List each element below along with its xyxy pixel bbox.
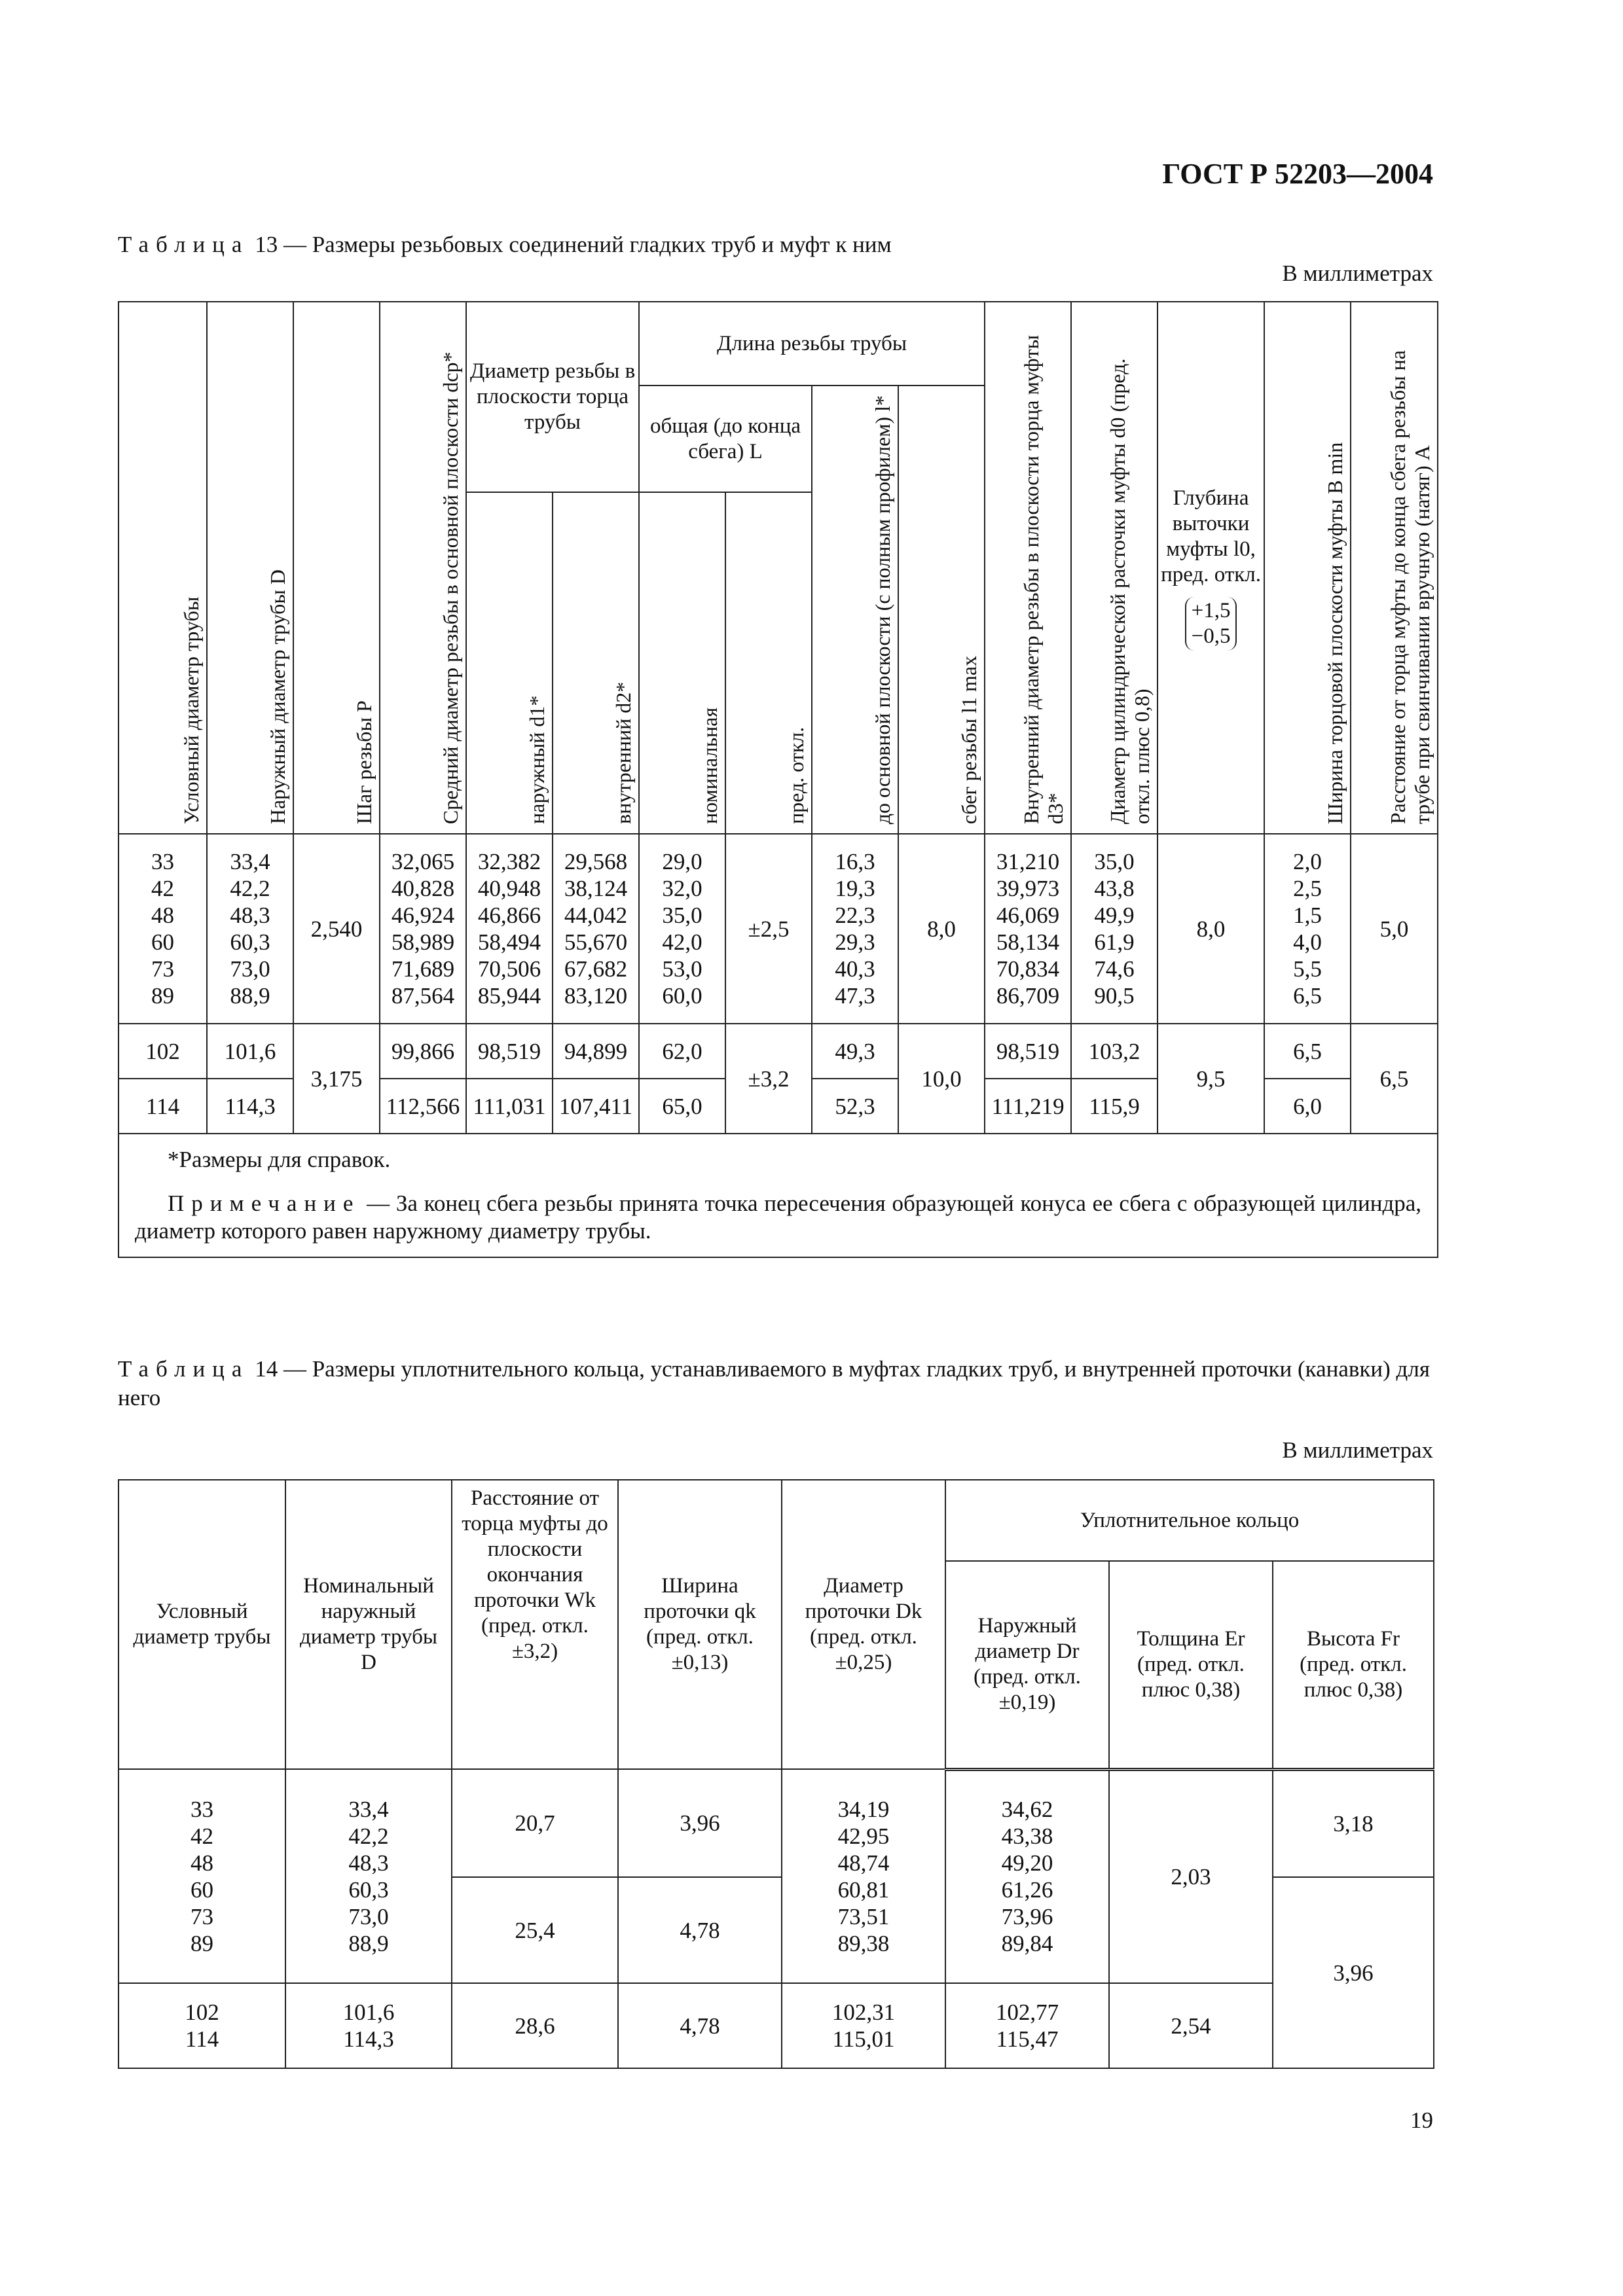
caption-text: 14 — Размеры уплотнительного кольца, устанавливаемого в муфтах гладких труб, и внутренней проточки (канавки) для него — [118, 1356, 1430, 1410]
dr-list: 34,62 43,38 49,20 61,26 73,96 89,84 — [945, 1769, 1109, 1983]
cell: 107,411 — [553, 1079, 639, 1134]
dk-list: 102,31 115,01 — [782, 1983, 945, 2068]
hdr-groove-diam: Диаметр проточки Dk (пред. откл. ±0,25) — [782, 1480, 945, 1769]
table13-units: В миллиметрах — [1282, 260, 1433, 286]
cell: 65,0 — [639, 1079, 725, 1134]
qk-value: 4,78 — [618, 1877, 782, 1983]
d1-list: 32,382 40,948 46,866 58,494 70,506 85,944 — [466, 834, 553, 1024]
cell: 102 — [119, 1024, 207, 1079]
groove-depth-title: Глубина выточки муфты l0, пред. откл. — [1161, 486, 1261, 586]
fr-value: 3,18 — [1273, 1769, 1434, 1877]
groove-tolerance: +1,5 −0,5 — [1185, 597, 1237, 651]
cell: 112,566 — [380, 1079, 466, 1134]
dk-list: 34,19 42,95 48,74 60,81 73,51 89,38 — [782, 1769, 945, 1983]
cell: 114,3 — [207, 1079, 293, 1134]
cell: 98,519 — [466, 1024, 553, 1079]
table13-notes — [119, 1134, 1438, 1257]
note — [135, 1190, 1421, 1245]
hdr-length-group: Длина резьбы трубы — [639, 302, 985, 386]
hdr-groove-width: Ширина проточки qk (пред. откл. ±0,13) — [618, 1480, 782, 1769]
cell: 94,899 — [553, 1024, 639, 1079]
a-value: 6,5 — [1351, 1024, 1438, 1134]
qk-value: 3,96 — [618, 1769, 782, 1877]
hdr-cond-diam: Условный диаметр трубы — [119, 302, 207, 834]
table-row — [119, 1983, 1434, 2068]
table14-units: В миллиметрах — [1282, 1437, 1433, 1463]
hdr-bore-d0: Диаметр цилиндрической расточки муфты d0 (пред. откл. плюс 0,8) — [1071, 302, 1158, 834]
cell: 49,3 — [812, 1024, 898, 1079]
cell: 101,6 — [207, 1024, 293, 1079]
er-value: 2,54 — [1109, 1983, 1273, 2068]
cell: 115,9 — [1071, 1079, 1158, 1134]
caption-text: 13 — Размеры резьбовых соединений гладких труб и муфт к ним — [249, 232, 892, 257]
runout-value: 8,0 — [898, 834, 985, 1024]
table13-caption — [118, 230, 1433, 259]
b-list: 2,0 2,5 1,5 4,0 5,5 6,5 — [1264, 834, 1351, 1024]
hdr-total-length: общая (до конца сбега) L — [639, 386, 812, 492]
document-id: ГОСТ Р 52203—2004 — [1162, 158, 1433, 190]
cell: 111,219 — [985, 1079, 1071, 1134]
table-row — [119, 1024, 1438, 1079]
groove-value: 8,0 — [1158, 834, 1264, 1024]
caption-label: Таблица — [118, 232, 249, 257]
hdr-inner-d2: внутренний d2* — [553, 492, 639, 834]
a-value: 5,0 — [1351, 834, 1438, 1024]
pitch-value: 3,175 — [293, 1024, 380, 1134]
note-text: — За конец сбега резьбы принята точка пересечения образующей конуса ее сбега с образующей цилиндра, диаметр которого равен наружному диаметру трубы. — [135, 1191, 1422, 1244]
nominal-list: 29,0 32,0 35,0 42,0 53,0 60,0 — [639, 834, 725, 1024]
hdr-ring-group: Уплотнительное кольцо — [945, 1480, 1434, 1561]
hdr-tolerance: пред. откл. — [725, 492, 812, 834]
cell: 99,866 — [380, 1024, 466, 1079]
cell: 103,2 — [1071, 1024, 1158, 1079]
d0-list: 35,0 43,8 49,9 61,9 74,6 90,5 — [1071, 834, 1158, 1024]
fr-value: 3,96 — [1273, 1877, 1434, 2068]
outer-list: 33,4 42,2 48,3 60,3 73,0 88,9 — [207, 834, 293, 1024]
pitch-value: 2,540 — [293, 834, 380, 1024]
hdr-nominal: номинальная — [639, 492, 725, 834]
cell: 6,5 — [1264, 1024, 1351, 1079]
hdr-thread-diam-group: Диаметр резьбы в плоскости торца трубы — [466, 302, 639, 492]
hdr-mean-diam: Средний диаметр резьбы в основной плоскости dср* — [380, 302, 466, 834]
cell: 111,031 — [466, 1079, 553, 1134]
wk-value: 20,7 — [452, 1769, 618, 1877]
table-row — [119, 834, 1438, 1024]
hdr-runout: сбег резьбы l1 max — [898, 386, 985, 834]
mean-list: 32,065 40,828 46,924 58,989 71,689 87,564 — [380, 834, 466, 1024]
runout-value: 10,0 — [898, 1024, 985, 1134]
cell: 6,0 — [1264, 1079, 1351, 1134]
hdr-distance-wk: Расстояние от торца муфты до плоскости окончания проточки Wk (пред. откл. ±3,2) — [452, 1480, 618, 1769]
hdr-pitch: Шаг резьбы P — [293, 302, 380, 834]
cond-list: 33 42 48 60 73 89 — [119, 1769, 285, 1983]
hdr-coupling-d3: Внутренний диаметр резьбы в плоскости торца муфты d3* — [985, 302, 1071, 834]
hdr-to-base-plane: до основной плоскости (с полным профилем) l* — [812, 386, 898, 834]
tolerance-value: ±2,5 — [725, 834, 812, 1024]
note-label: Примечание — [168, 1191, 361, 1217]
table14 — [118, 1479, 1434, 2069]
base-list: 16,3 19,3 22,3 29,3 40,3 47,3 — [812, 834, 898, 1024]
hdr-outer-d1: наружный d1* — [466, 492, 553, 834]
cell: 62,0 — [639, 1024, 725, 1079]
cell: 98,519 — [985, 1024, 1071, 1079]
hdr-ring-height: Высота Fr (пред. откл. плюс 0,38) — [1273, 1561, 1434, 1769]
hdr-distance-a: Расстояние от торца муфты до конца сбега резьбы на трубе при свинчивании вручную (натяг) A — [1351, 302, 1438, 834]
table-row — [119, 1769, 1434, 1877]
d2-list: 29,568 38,124 44,042 55,670 67,682 83,120 — [553, 834, 639, 1024]
page-number: 19 — [1410, 2108, 1433, 2133]
wk-value: 28,6 — [452, 1983, 618, 2068]
caption-label: Таблица — [118, 1356, 249, 1382]
cell: 114 — [119, 1079, 207, 1134]
tolerance-value: ±3,2 — [725, 1024, 812, 1134]
cond-list: 102 114 — [119, 1983, 285, 2068]
er-value: 2,03 — [1109, 1769, 1273, 1983]
table14-caption — [118, 1355, 1433, 1412]
hdr-face-width: Ширина торцовой плоскости муфты B min — [1264, 302, 1351, 834]
table13 — [118, 301, 1438, 1258]
outer-list: 101,6 114,3 — [285, 1983, 452, 2068]
outer-list: 33,4 42,2 48,3 60,3 73,0 88,9 — [285, 1769, 452, 1983]
footnote: *Размеры для справок. — [168, 1147, 391, 1173]
cond-list: 33 42 48 60 73 89 — [119, 834, 207, 1024]
hdr-cond-diam: Условный диаметр трубы — [119, 1480, 285, 1769]
d3-list: 31,210 39,973 46,069 58,134 70,834 86,709 — [985, 834, 1071, 1024]
cell: 52,3 — [812, 1079, 898, 1134]
qk-value: 4,78 — [618, 1983, 782, 2068]
hdr-ring-thickness: Толщина Er (пред. откл. плюс 0,38) — [1109, 1561, 1273, 1769]
groove-value: 9,5 — [1158, 1024, 1264, 1134]
dr-list: 102,77 115,47 — [945, 1983, 1109, 2068]
hdr-groove-depth — [1158, 302, 1264, 834]
wk-value: 25,4 — [452, 1877, 618, 1983]
hdr-nominal-outer: Номинальный наружный диаметр трубы D — [285, 1480, 452, 1769]
hdr-ring-outer: Наружный диаметр Dr (пред. откл. ±0,19) — [945, 1561, 1109, 1769]
hdr-outer-diam: Наружный диаметр трубы D — [207, 302, 293, 834]
